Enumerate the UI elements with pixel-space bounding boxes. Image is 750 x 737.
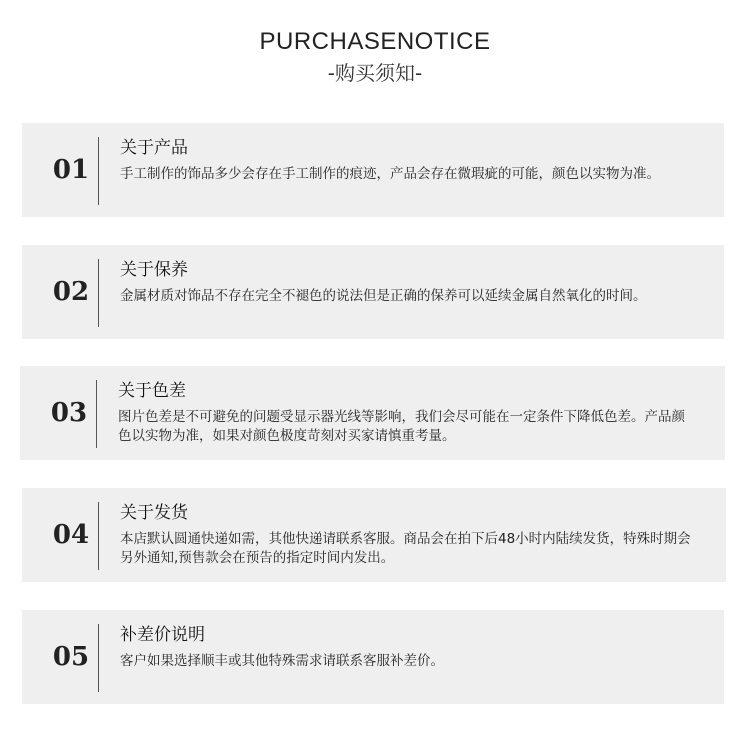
page-header xyxy=(0,28,750,86)
card-divider xyxy=(98,259,99,327)
card-title: 关于发货 xyxy=(120,503,188,523)
card-title: 补差价说明 xyxy=(120,625,205,645)
card-number: 05 xyxy=(52,642,90,672)
card-divider xyxy=(98,137,99,205)
page-title-chinese: -购买须知- xyxy=(327,61,423,85)
card-number: 04 xyxy=(52,520,90,550)
card-body: 金属材质对饰品不存在完全不褪色的说法但是正确的保养可以延续金属自然氧化的时间。 xyxy=(120,288,647,304)
card-title: 关于色差 xyxy=(118,381,186,401)
card-number: 03 xyxy=(50,398,88,428)
card-body: 手工制作的饰品多少会存在手工制作的痕迹，产品会存在微瑕疵的可能，颜色以实物为准。 xyxy=(120,166,660,182)
card-number: 01 xyxy=(52,155,90,185)
notice-card-care xyxy=(22,245,724,339)
card-content xyxy=(120,502,696,568)
page-title-english: PURCHASENOTICE xyxy=(259,28,491,55)
card-divider xyxy=(98,502,99,570)
card-title: 关于保养 xyxy=(120,260,188,280)
card-body: 客户如果选择顺丰或其他特殊需求请联系客服补差价。 xyxy=(120,653,444,669)
card-title: 关于产品 xyxy=(120,138,188,158)
notice-card-shipping xyxy=(22,488,726,582)
card-body: 本店默认圆通快递如需，其他快递请联系客服。商品会在拍下后48小时内陆续发货，特殊时期会另外通知,预售款会在预告的指定时间内发出。 xyxy=(120,531,691,566)
card-content xyxy=(120,259,694,306)
card-content xyxy=(120,624,694,671)
card-number: 02 xyxy=(52,277,90,307)
card-content xyxy=(118,380,695,446)
notice-card-price-difference xyxy=(22,610,724,704)
card-body: 图片色差是不可避免的问题受显示器光线等影响，我们会尽可能在一定条件下降低色差。产品颜色以实物为准，如果对颜色极度苛刻对买家请慎重考量。 xyxy=(118,409,685,444)
card-divider xyxy=(98,624,99,692)
card-divider xyxy=(96,380,97,448)
card-content xyxy=(120,137,694,184)
notice-card-color xyxy=(20,366,725,460)
notice-card-product xyxy=(22,123,724,217)
